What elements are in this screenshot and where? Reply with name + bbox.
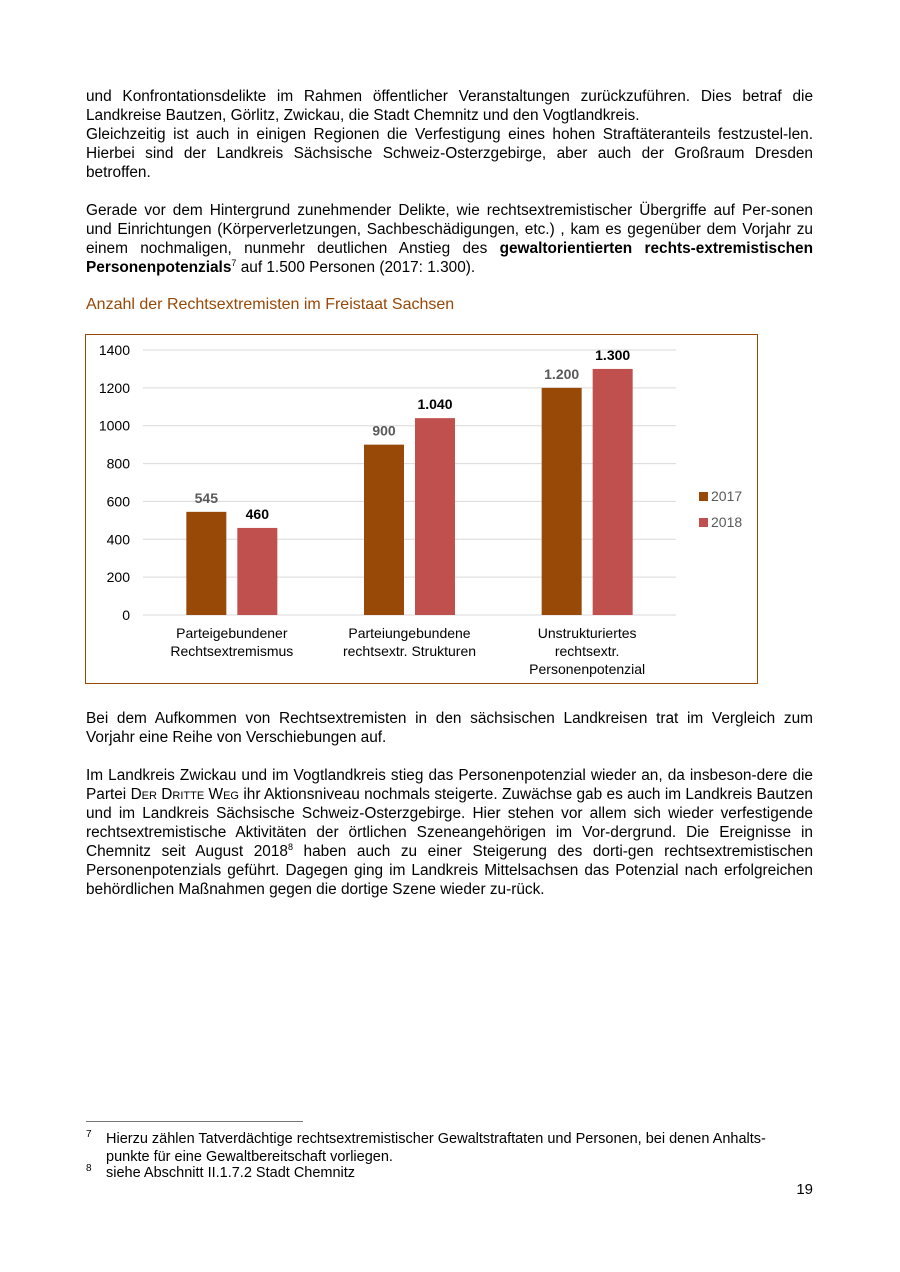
bar-2018 [593,369,633,615]
x-tick-label: Rechtsextremismus [170,643,294,659]
y-tick-label: 1400 [98,342,130,358]
intro-text-1: und Konfrontationsdelikte im Rahmen öffentlicher Veranstaltungen zurückzuführen. Dies betraf die Landkreise Bautzen, Görlitz, Zwickau, die Stadt Chemnitz und den Vogtlandkreis. [86,88,813,124]
district-text-mid: ihr Aktionsniveau nochmals steigerte. Zuwächse gab es auch im Landkreis Bautzen und im Landkreis Sächsische Schweiz-Osterzgebirge. Hier stehen vor allem sich wieder verfestigende rechtsextremistische Aktivitäten der örtlichen Szeneangehörigen im Vor-dergrund. Die Ereignisse in Chemnitz seit August 2018 [86,786,813,860]
bar-2018 [415,418,455,615]
intro-paragraph [86,87,813,182]
violence-paragraph [86,201,813,277]
district-text-end: haben auch zu einer Steigerung des dorti-gen rechtsextremistischen Personenpotenzials geführt. Dagegen ging im Landkreis Mittelsachsen das Potenzial nach erfolgreichen behördlichen Maßnahmen gegen die dortige Szene wieder zu-rück. [86,843,813,898]
x-tick-label: Unstrukturiertes [537,625,637,641]
chart-heading: Anzahl der Rechtsextremisten im Freistaat Sachsen [86,296,455,313]
violence-text-start: Gerade vor dem Hintergrund zunehmender Delikte, wie rechtsextremistischer Übergriffe auf Per-sonen und Einrichtungen (Körperverletzungen, Sachbeschädigungen, etc.) , kam es gegenüber dem Vorjahr zu einem nochmaligen, nunmehr deutlichen Anstieg des [86,202,813,257]
page-number: 19 [796,1181,813,1198]
y-tick-label: 800 [106,455,130,472]
footnote-ref-8[interactable]: 8 [287,841,293,852]
footnote-text: Hierzu zählen Tatverdächtige rechtsextremistischer Gewaltstraftaten und Personen, bei denen Anhalts-punkte für eine Gewaltbereitschaft vorliegen. [106,1131,766,1165]
data-label: 1.300 [595,346,631,363]
data-label: 545 [194,489,219,506]
x-tick-label: Personenpotenzial [529,661,646,677]
bar-chart [85,334,758,684]
party-name: Der Dritte Weg [130,786,239,803]
shift-paragraph [86,709,813,747]
x-tick-label: Parteigebundener [176,625,288,641]
district-paragraph [86,766,813,899]
legend-swatch-2017 [699,492,708,501]
x-tick-label: rechtsextr. Strukturen [342,643,477,659]
y-tick-label: 600 [106,493,130,510]
legend-swatch-2018 [699,518,708,527]
y-tick-label: 1200 [98,379,130,396]
x-tick-label: Parteiungebundene [348,625,471,641]
violence-text-bold: gewaltorientierten rechts-extremistischen Personenpotenzials [86,240,813,276]
data-label: 900 [372,422,396,439]
legend-label: 2017 [711,488,743,504]
violence-text-end: auf 1.500 Personen (2017: 1.300). [236,259,476,276]
x-tick-label: rechtsextr. [554,643,620,659]
bar-2017 [364,445,404,615]
bar-2018 [237,528,277,615]
footnote-number: 7 [86,1129,92,1140]
y-tick-label: 200 [106,569,130,586]
bar-chart-svg [86,335,759,685]
shift-text: Bei dem Aufkommen von Rechtsextremisten in den sächsischen Landkreisen trat im Vergleich zum Vorjahr eine Reihe von Verschiebungen auf. [86,710,813,746]
data-label: 1.040 [417,396,453,413]
legend-label: 2018 [711,514,743,530]
y-tick-label: 400 [106,531,130,548]
data-label: 1.200 [544,365,580,382]
footnote-text: siehe Abschnitt II.1.7.2 Stadt Chemnitz [106,1165,356,1181]
intro-text-2: Gleichzeitig ist auch in einigen Regionen die Verfestigung eines hohen Straftäteranteils festzustel-len. Hierbei sind der Landkreis Sächsische Schweiz-Osterzgebirge, aber auch der Großraum Dresden betroffen. [86,126,813,181]
district-text-start: Im Landkreis Zwickau und im Vogtlandkreis stieg das Personenpotenzial wieder an, da insbeson-dere die Partei [86,767,813,803]
y-tick-label: 1000 [98,417,130,434]
data-label: 460 [245,505,270,522]
footnote-number: 8 [86,1163,92,1174]
footnote-separator [86,1121,303,1122]
bar-2017 [186,512,226,615]
bar-2017 [542,388,582,615]
y-tick-label: 0 [122,607,130,623]
footnote-ref-7[interactable]: 7 [231,257,237,268]
